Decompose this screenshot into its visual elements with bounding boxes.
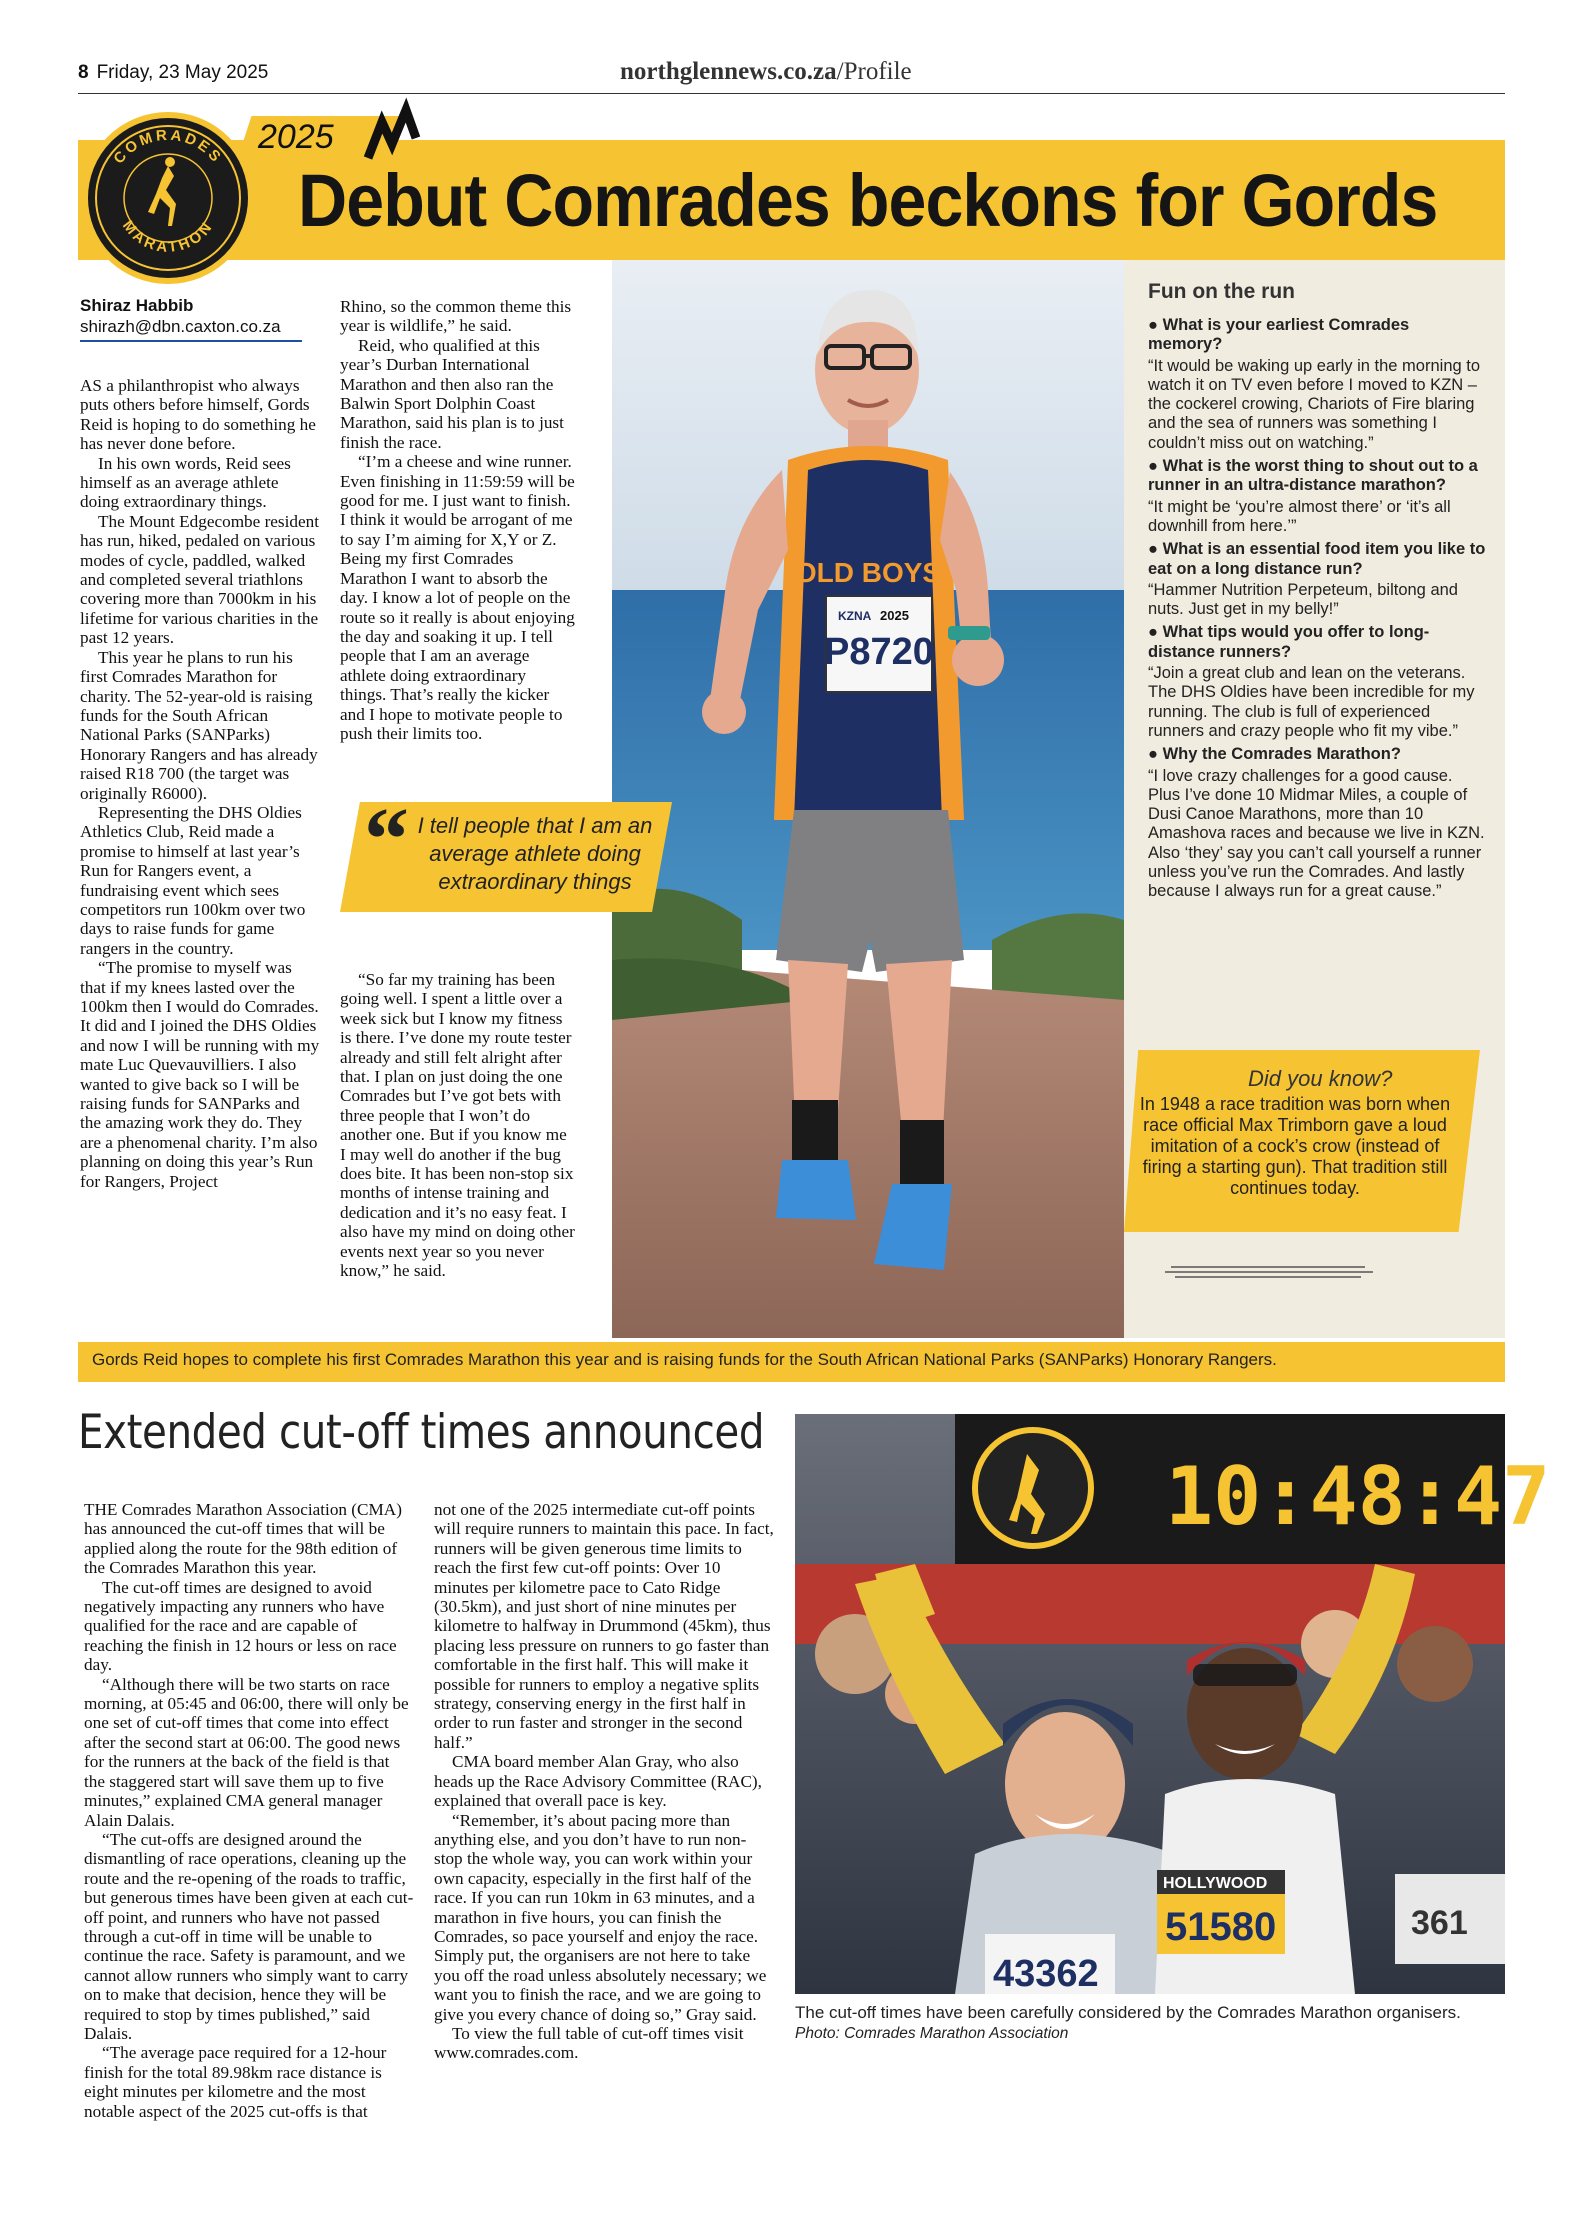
bib-far-right: 361 [1411, 1904, 1468, 1942]
article-headline: Debut Comrades beckons for Gords [298, 159, 1438, 242]
article-body-column-2 [340, 297, 576, 743]
body-paragraph: “The average pace required for a 12-hour finish for the total 89.98km race distance is eight minutes per kilometre and the most notable aspect of the 2025 cut-offs is that [84, 2043, 387, 2121]
body-paragraph: THE Comrades Marathon Association (CMA) has announced the cut-off times that will be applied along the route for the 98th edition of the Comrades Marathon this year. [84, 1500, 402, 1578]
qa-answer: “Hammer Nutrition Perpeteum, biltong and nuts. Just get in my belly!” [1148, 580, 1458, 619]
runner-photo [612, 260, 1124, 1338]
bib-left: 43362 [993, 1953, 1099, 1995]
comrades-runner-logo-icon [88, 118, 248, 278]
article2-body-column-2 [434, 1500, 774, 2063]
finish-line-photo [795, 1414, 1551, 1995]
comrades-logo-badge [82, 112, 254, 284]
quote-mark-icon: “ [364, 790, 409, 889]
photo-credit: Photo: Comrades Marathon Association [795, 2025, 1069, 2042]
body-paragraph: The Mount Edgecombe resident has run, hiked, pedaled on various modes of cycle, paddled, walked and completed several triathlons covering more than 7000km in his lifetime for various charities in the past 12 years. [80, 511, 319, 648]
qa-question: ● Why the Comrades Marathon? [1148, 745, 1401, 764]
site-name[interactable]: northglennews.co.za [620, 58, 837, 85]
body-paragraph: This year he plans to run his first Comrades Marathon for charity. The 52-year-old is raising funds for the South African National Parks (SANParks) Honorary Rangers and has already raised R18 700 (the target was originally R6000). [80, 647, 318, 803]
pull-quote-text: I tell people that I am an average athlete doing extraordinary things [417, 813, 653, 894]
svg-text:MARATHON: MARATHON [118, 217, 218, 257]
bullet-icon: ● [1148, 316, 1163, 334]
photo2-caption-text: The cut-off times have been carefully considered by the Comrades Marathon organisers. [795, 2003, 1461, 2022]
bib-year: 2025 [880, 608, 909, 623]
bullet-icon: ● [1148, 623, 1163, 642]
body-paragraph: Rhino, so the common theme this year is wildlife,” he said. [340, 297, 572, 336]
bib-number: P8720 [824, 631, 934, 673]
runner-photo-illustration [612, 260, 1124, 1338]
race-clock: 10:48:47 [1165, 1450, 1551, 1543]
body-paragraph: “The cut-offs are designed around the dismantling of race operations, cleaning up the route and the re-opening of the roads to traffic, but generous times have been given at each cut-off point, and runners who have not passed through a cut-off in time will be unable to continue the race. Safety is paramount, and we cannot allow runners who simply want to carry on to make that decision, hence they will be required to stop by times published,” said Dalais. [84, 1829, 414, 2043]
article2-body-column-1 [84, 1500, 414, 2121]
page-folio [78, 62, 268, 84]
qa-list [1148, 316, 1488, 906]
qa-answer: “I love crazy challenges for a good cause. Plus I’ve done 10 Midmar Miles, a couple of Dusi Canoe Marathons, more than 10 Amashova races and because we live in KZN. Also ‘they’ say you can’t call yourself a runner unless you’ve run the Comrades. And lastly because I always run for a great cause.” [1148, 766, 1485, 901]
bib-right: 51580 [1165, 1905, 1277, 1949]
body-paragraph: AS a philanthropist who always puts others before himself, Gords Reid is hoping to do something he has never done before. [80, 376, 316, 454]
body-paragraph: “Although there will be two starts on race morning, at 05:45 and 06:00, there will only be one set of cut-off times that come into effect after the second start at 06:00. The good news for the runners at the back of the field is that the staggered start will save them up to five minutes,” explained CMA general manager Alain Dalais. [84, 1674, 409, 1830]
byline-email-link[interactable]: shirazh@dbn.caxton.co.za [80, 317, 302, 342]
did-you-know-text: In 1948 a race tradition was born when race official Max Trimborn gave a loud imitation of a cock’s crow (instead of firing a starting gun). That tradition still continues today. [1139, 1094, 1451, 1198]
qa-answer: “Join a great club and lean on the veterans. The DHS Oldies have been incredible for my running. The club is full of experienced runners and crazy people who fit my vibe.” [1148, 664, 1475, 740]
vest-text: OLD BOYS [794, 557, 942, 588]
sidebar-title: Fun on the run [1148, 280, 1295, 303]
qa-question: ● What is an essential food item you like to eat on a long distance run? [1148, 540, 1486, 578]
photo-caption: Gords Reid hopes to complete his first Comrades Marathon this year and is raising funds for the South African National Parks (SANParks) Honorary Rangers. [92, 1350, 1277, 1369]
body-paragraph: The cut-off times are designed to avoid negatively impacting any runners who have qualified for the race and are capable of reaching the finish in 12 hours or less on race day. [84, 1577, 397, 1675]
photo2-caption [795, 2003, 1495, 2044]
qa-answer: “It would be waking up early in the morning to watch it on TV even before I moved to KZN – the cockerel crowing, Chariots of Fire blaring and the sea of runners was something I couldn’t miss out on watching.” [1148, 356, 1481, 452]
qa-question: ● What tips would you offer to long-distance runners? [1148, 623, 1430, 661]
body-paragraph: Representing the DHS Oldies Athletics Club, Reid made a promise to himself at last year’s Run for Rangers event, a fundraising event which sees competitors run 100km over two days to raise funds for game rangers in the country. [80, 802, 306, 958]
qa-answer: “It might be ‘you’re almost there’ or ‘it’s all downhill from here.’” [1148, 497, 1451, 535]
body-paragraph: In his own words, Reid sees himself as an average athlete doing extraordinary things. [80, 453, 291, 512]
body-paragraph: “I’m a cheese and wine runner. Even finishing in 11:59:59 will be good for me. I just want to finish. I think it would be arrogant of me to say I’m aiming for X,Y or Z. Being my first Comrades Marathon I want to absorb the day. I know a lot of people on the route so it really is about enjoying the day and soaking it up. I tell people that I am an average athlete doing extraordinary things. That’s really the kicker and I hope to motivate people to push their limits too. [340, 452, 575, 743]
did-you-know-title: Did you know? [1248, 1066, 1393, 1091]
bullet-icon: ● [1148, 540, 1163, 559]
article2-headline: Extended cut-off times announced [78, 1405, 765, 1460]
site-section-header [620, 58, 912, 86]
bib-header: KZNA [838, 609, 872, 623]
svg-text:COMRADES: COMRADES [110, 126, 226, 168]
article-body-column-2-continued [340, 970, 576, 1281]
section-name: /Profile [836, 58, 912, 85]
zigzag-decoration-icon [366, 108, 426, 164]
body-paragraph: “So far my training has been going well. I spent a little over a week sick but I know my fitness is there. I’ve done my route tester already and still felt alright after that. I plan on just doing the one Comrades but I’ve got bets with three people that I won’t do another one. But if you know me I may well do another if the bug does bite. It has been non-stop six months of intense training and dedication and it’s no easy feat. I also have my mind on doing other events next year so you never know,” he said. [340, 970, 575, 1281]
body-paragraph: “The promise to myself was that if my knees lasted over the 100km then I would do Comrades. It did and I joined the DHS Oldies and now I will be running with my mate Luc Quevauvilliers. I also wanted to give back so I will be raising funds for SANParks and the amazing work they do. They are a phenomenal charity. I’m also planning on doing this year’s Run for Rangers, Project [80, 958, 320, 1191]
body-paragraph: Reid, who qualified at this year’s Durban International Marathon and then also ran the Balwin Sport Dolphin Coast Marathon, said his plan is to just finish the race. [340, 335, 564, 452]
badge-year: 2025 [258, 118, 334, 156]
header-rule [78, 93, 1505, 94]
body-paragraph: “Remember, it’s about pacing more than anything else, and you don’t have to run non-stop the whole way, you can work within your own capacity, especially in the first half of the race. If you can run 10km in 63 minutes, and a marathon in five hours, you can finish the Comrades, so pace yourself and enjoy the race. Simply put, the organisers are not here to take you off the road unless absolutely necessary; we want you to finish the race, and we are going to give you every chance of doing so,” Gray said. [434, 1810, 767, 2024]
issue-date: Friday, 23 May 2025 [96, 62, 269, 83]
body-paragraph: To view the full table of cut-off times visit www.comrades.com. [434, 2023, 744, 2063]
byline-author: Shiraz Habbib [80, 296, 194, 315]
bib-sponsor: HOLLYWOOD [1163, 1875, 1268, 1892]
bullet-icon: ● [1148, 745, 1163, 764]
qa-question: ● What is your earliest Comrades memory? [1148, 316, 1410, 354]
decorative-lines-icon [1165, 1264, 1375, 1280]
article-body-column-1 [80, 376, 320, 1191]
page-number: 8 [78, 62, 89, 83]
finish-line-illustration [795, 1414, 1551, 1995]
body-paragraph: CMA board member Alan Gray, who also heads up the Race Advisory Committee (RAC), explained that overall pace is key. [434, 1752, 762, 1811]
bullet-icon: ● [1148, 457, 1163, 476]
qa-question: ● What is the worst thing to shout out to a runner in an ultra-distance marathon? [1148, 457, 1478, 495]
body-paragraph: not one of the 2025 intermediate cut-off points will require runners to maintain this pace. In fact, runners will be given generous time limits to reach the first few cut-off points: Over 10 minutes per kilometre pace to Cato Ridge (30.5km), and just short of nine minutes per kilometre to halfway in Drummond (45km), thus placing less pressure on runners to go faster than comfortable in the first half. This will make it possible for runners to employ a negative splits strategy, conserving energy in the first half in order to run faster and stronger in the second half.” [434, 1500, 774, 1752]
